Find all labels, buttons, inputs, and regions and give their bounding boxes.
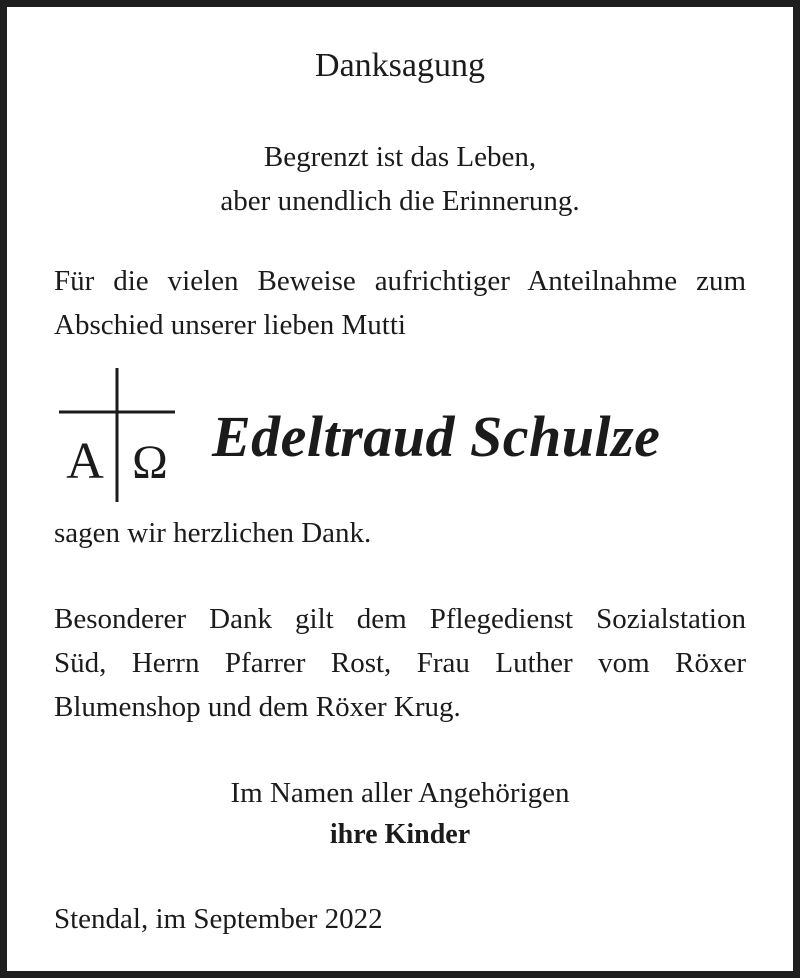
omega-symbol: Ω [132, 436, 168, 489]
special-thanks-line-3: Blumenshop und dem Röxer Krug. [54, 691, 461, 723]
intro-text [54, 267, 746, 355]
special-thanks [54, 605, 746, 737]
thanks-line: sagen wir herzlichen Dank. [54, 517, 372, 549]
alpha-symbol: A [66, 433, 104, 490]
closing-line: Im Namen aller Angehörigen [230, 777, 570, 809]
heading: Danksagung [315, 47, 485, 84]
name-row [47, 362, 747, 507]
cross-alpha-omega-icon [47, 362, 177, 507]
motto-line-2: aber unendlich die Erinnerung. [220, 185, 580, 217]
special-thanks-line-2: Süd, Herrn Pfarrer Rost, Frau Luther vom Röxer [54, 647, 746, 679]
thanks-text [54, 519, 746, 563]
deceased-name: Edeltraud Schulze [212, 404, 661, 469]
signature: ihre Kinder [329, 819, 471, 850]
intro-line-2: Abschied unserer lieben Mutti [54, 309, 406, 341]
place-date: Stendal, im September 2022 [54, 903, 383, 935]
motto-line-1: Begrenzt ist das Leben, [263, 141, 537, 173]
place-date-text [54, 905, 746, 949]
intro-line-1: Für die vielen Beweise aufrichtiger Anteilnahme zum [54, 265, 746, 297]
special-thanks-line-1: Besonderer Dank gilt dem Pflegedienst Sozialstation [54, 603, 746, 635]
